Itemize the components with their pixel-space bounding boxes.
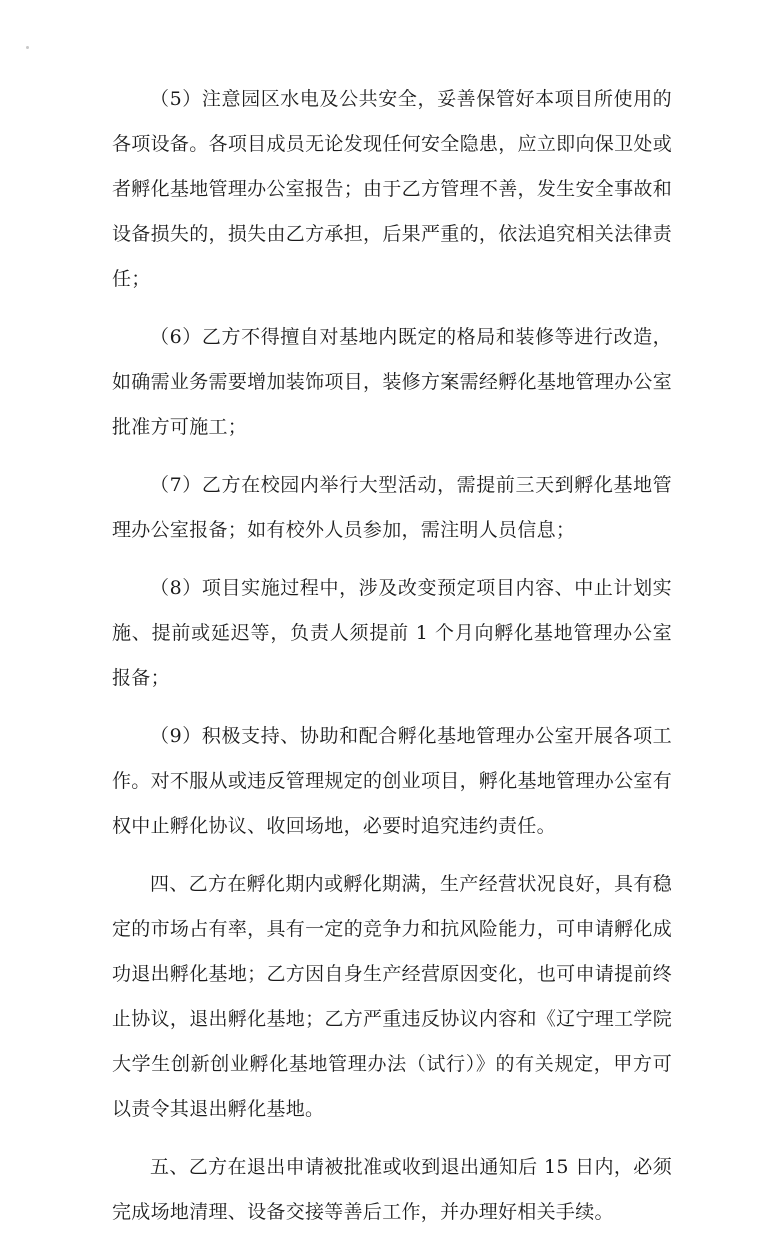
section-5: 五、乙方在退出申请被批准或收到退出通知后 15 日内，必须完成场地清理、设备交接等善后工作，并办理好相关手续。 [112, 1156, 672, 1223]
document-body [112, 77, 672, 1235]
clause-5: （5）注意园区水电及公共安全，妥善保管好本项目所使用的各项设备。各项目成员无论发现任何安全隐患，应立即向保卫处或者孵化基地管理办公室报告；由于乙方管理不善，发生安全事故和设备损失的，损失由乙方承担，后果严重的，依法追究相关法律责任； [112, 88, 672, 290]
clause-9: （9）积极支持、协助和配合孵化基地管理办公室开展各项工作。对不服从或违反管理规定的创业项目，孵化基地管理办公室有权中止孵化协议、收回场地，必要时追究违约责任。 [112, 725, 672, 837]
scan-speck [26, 46, 29, 49]
section-4: 四、乙方在孵化期内或孵化期满，生产经营状况良好，具有稳定的市场占有率，具有一定的竞争力和抗风险能力，可申请孵化成功退出孵化基地；乙方因自身生产经营原因变化，也可申请提前终止协议，退出孵化基地；乙方严重违反协议内容和《辽宁理工学院大学生创新创业孵化基地管理办法（试行）》的有关规定，甲方可以责令其退出孵化基地。 [112, 873, 672, 1120]
clause-6: （6）乙方不得擅自对基地内既定的格局和装修等进行改造，如确需业务需要增加装饰项目，装修方案需经孵化基地管理办公室批准方可施工； [112, 326, 672, 438]
clause-8: （8）项目实施过程中，涉及改变预定项目内容、中止计划实施、提前或延迟等，负责人须提前 1 个月向孵化基地管理办公室报备； [112, 577, 672, 689]
clause-7: （7）乙方在校园内举行大型活动，需提前三天到孵化基地管理办公室报备；如有校外人员参加，需注明人员信息； [112, 474, 672, 541]
